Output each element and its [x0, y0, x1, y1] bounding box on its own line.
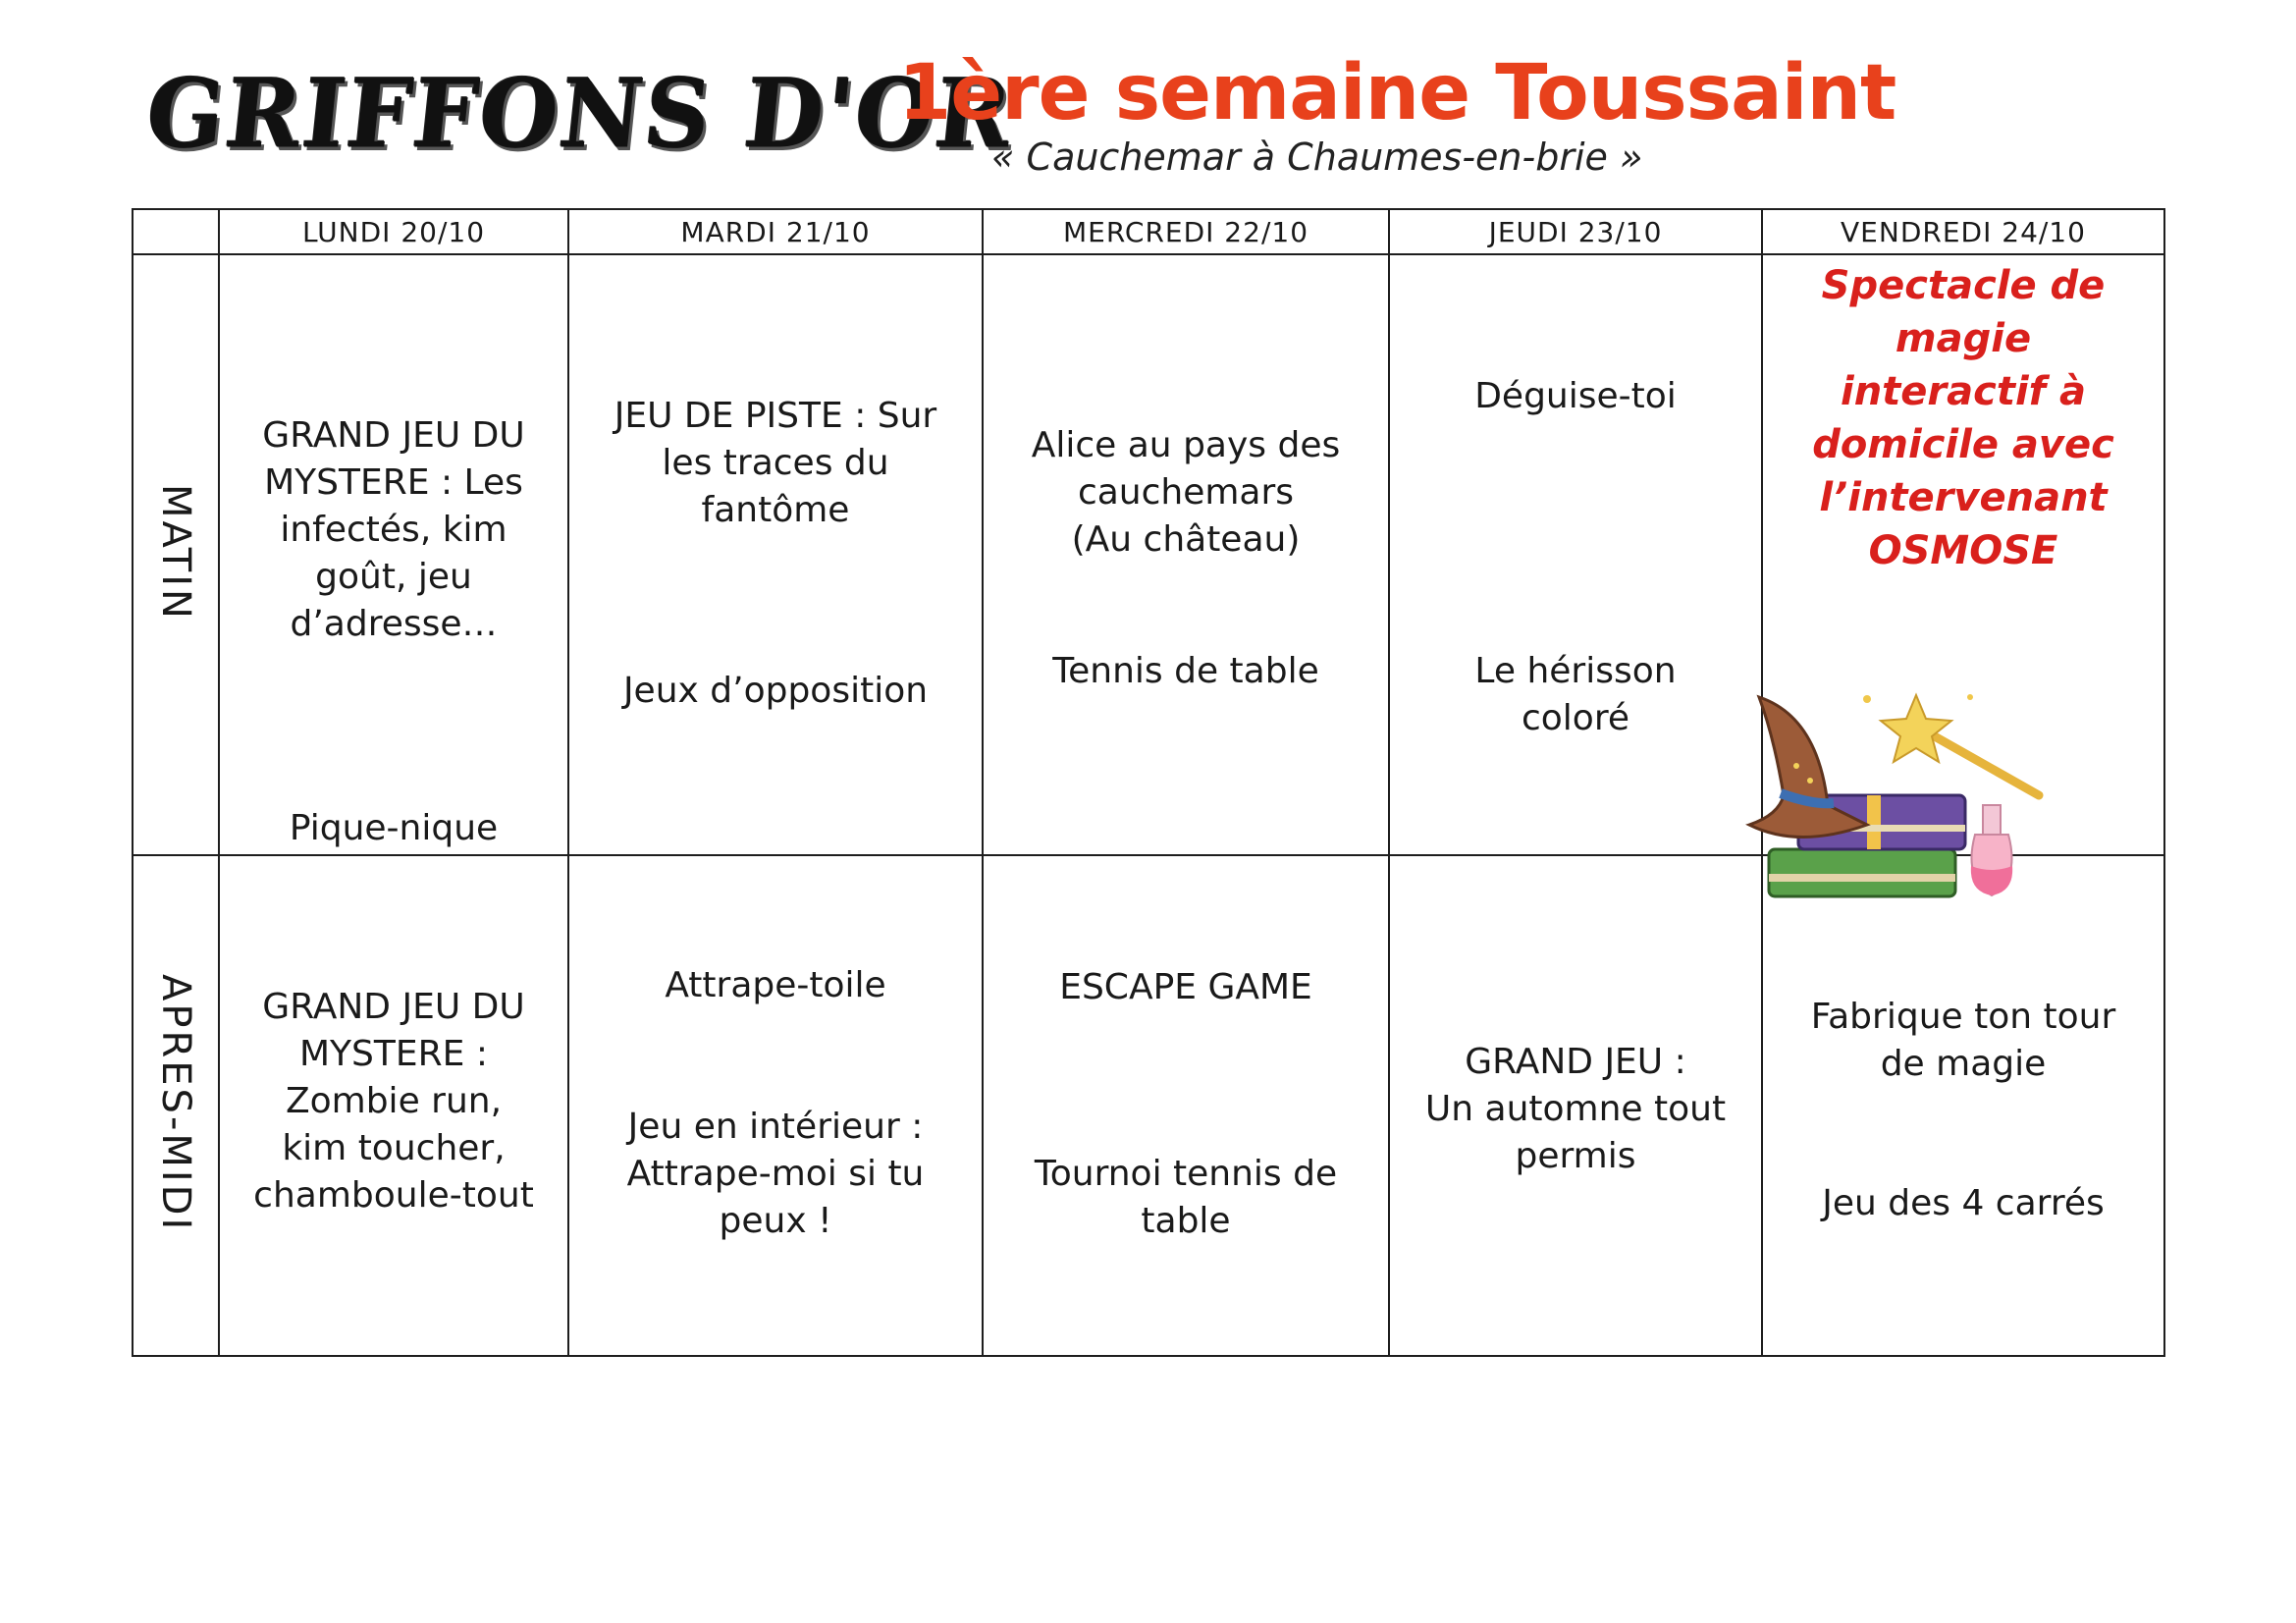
cell-afternoon-tuesday [568, 855, 983, 1356]
activity-morning-monday-extra: Pique-nique [289, 808, 499, 848]
wizard-hat-icon [1749, 697, 1867, 838]
activity-line: (Au château) [1071, 519, 1301, 560]
cell-afternoon-thursday [1389, 855, 1762, 1356]
activity-line: Alice au pays des [1031, 425, 1341, 465]
activity-line: coloré [1521, 698, 1629, 738]
activity-line: de magie [1880, 1044, 2047, 1084]
cell-morning-thursday [1389, 254, 1762, 855]
period-label-morning [133, 254, 219, 855]
activity-afternoon-friday-extra: Jeu des 4 carrés [1822, 1183, 2105, 1223]
cell-morning-wednesday [983, 254, 1389, 855]
activity-line: goût, jeu [315, 557, 472, 597]
activity-morning-tuesday [569, 393, 982, 534]
activity-line: domicile avec [1812, 422, 2114, 467]
activity-line: JEU DE PISTE : Sur [614, 396, 937, 436]
page-title: 1ère semaine Toussaint [898, 49, 1896, 137]
activity-morning-friday [1763, 259, 2163, 577]
day-header-friday: VENDREDI 24/10 [1762, 209, 2164, 254]
activity-line: permis [1515, 1136, 1636, 1176]
day-header-monday: LUNDI 20/10 [219, 209, 568, 254]
activity-line: GRAND JEU DU [262, 987, 525, 1027]
activity-line: Tournoi tennis de [1034, 1154, 1338, 1194]
activity-line: chamboule-tout [253, 1175, 534, 1216]
activity-morning-thursday: Déguise-toi [1474, 376, 1677, 416]
activity-line: Fabrique ton tour [1810, 997, 2116, 1037]
cell-afternoon-monday [219, 855, 568, 1356]
activity-afternoon-thursday [1390, 1039, 1761, 1180]
activity-afternoon-tuesday-extra [569, 1104, 982, 1245]
day-header-wednesday: MERCREDI 22/10 [983, 209, 1389, 254]
activity-line: peux ! [719, 1201, 832, 1241]
activity-line: interactif à [1840, 369, 2087, 414]
period-label-afternoon [133, 855, 219, 1356]
activity-morning-monday [220, 412, 567, 648]
activity-line: Un automne tout [1424, 1089, 1727, 1129]
activity-line: MYSTERE : [299, 1034, 488, 1074]
activity-line: Zombie run, [285, 1081, 503, 1121]
cell-morning-monday [219, 254, 568, 855]
period-text-afternoon: APRES-MIDI [153, 974, 198, 1233]
activity-line: cauchemars [1077, 472, 1295, 513]
activity-line: MYSTERE : Les [264, 462, 523, 503]
activity-line: Jeu en intérieur : [627, 1107, 924, 1147]
activity-line: infectés, kim [280, 510, 507, 550]
activity-afternoon-wednesday: ESCAPE GAME [1059, 967, 1312, 1007]
activity-line: Spectacle de [1821, 263, 2106, 308]
cell-afternoon-friday [1762, 855, 2164, 1356]
activity-line: kim toucher, [282, 1128, 506, 1168]
cell-morning-tuesday [568, 254, 983, 855]
activity-afternoon-friday [1763, 994, 2163, 1088]
activity-line: Le hérisson [1474, 651, 1677, 691]
activity-line: table [1141, 1201, 1231, 1241]
activity-afternoon-tuesday: Attrape-toile [665, 965, 886, 1005]
brand-logo: GRIFFONS D'OR [141, 58, 1019, 170]
page-subtitle: « Cauchemar à Chaumes-en-brie » [991, 135, 1643, 179]
activity-line: magie [1895, 316, 2032, 361]
day-header-thursday: JEUDI 23/10 [1389, 209, 1762, 254]
afternoon-row [133, 855, 2164, 1356]
activity-morning-tuesday-extra: Jeux d’opposition [622, 671, 929, 711]
activity-afternoon-wednesday-extra [984, 1151, 1388, 1245]
day-header-tuesday: MARDI 21/10 [568, 209, 983, 254]
activity-line: les traces du [662, 443, 889, 483]
activity-line: d’adresse… [290, 604, 498, 644]
corner-cell [133, 209, 219, 254]
activity-line: l’intervenant [1819, 475, 2108, 520]
potion-flask-icon [1971, 805, 2012, 895]
activity-line: Attrape-moi si tu [626, 1154, 925, 1194]
activity-morning-thursday-extra [1390, 648, 1761, 742]
cell-afternoon-wednesday [983, 855, 1389, 1356]
activity-line: fantôme [701, 490, 850, 530]
activity-morning-wednesday-extra: Tennis de table [1052, 651, 1319, 691]
activity-line: GRAND JEU DU [262, 415, 525, 456]
days-header-row [133, 209, 2164, 254]
period-text-morning: MATIN [153, 484, 198, 622]
magic-decoration [1739, 677, 2063, 923]
activity-afternoon-monday [220, 984, 567, 1219]
activity-line: OSMOSE [1868, 528, 2058, 573]
activity-morning-wednesday [984, 422, 1388, 564]
magic-wand-icon [1863, 694, 2039, 795]
activity-line: GRAND JEU : [1465, 1042, 1686, 1082]
